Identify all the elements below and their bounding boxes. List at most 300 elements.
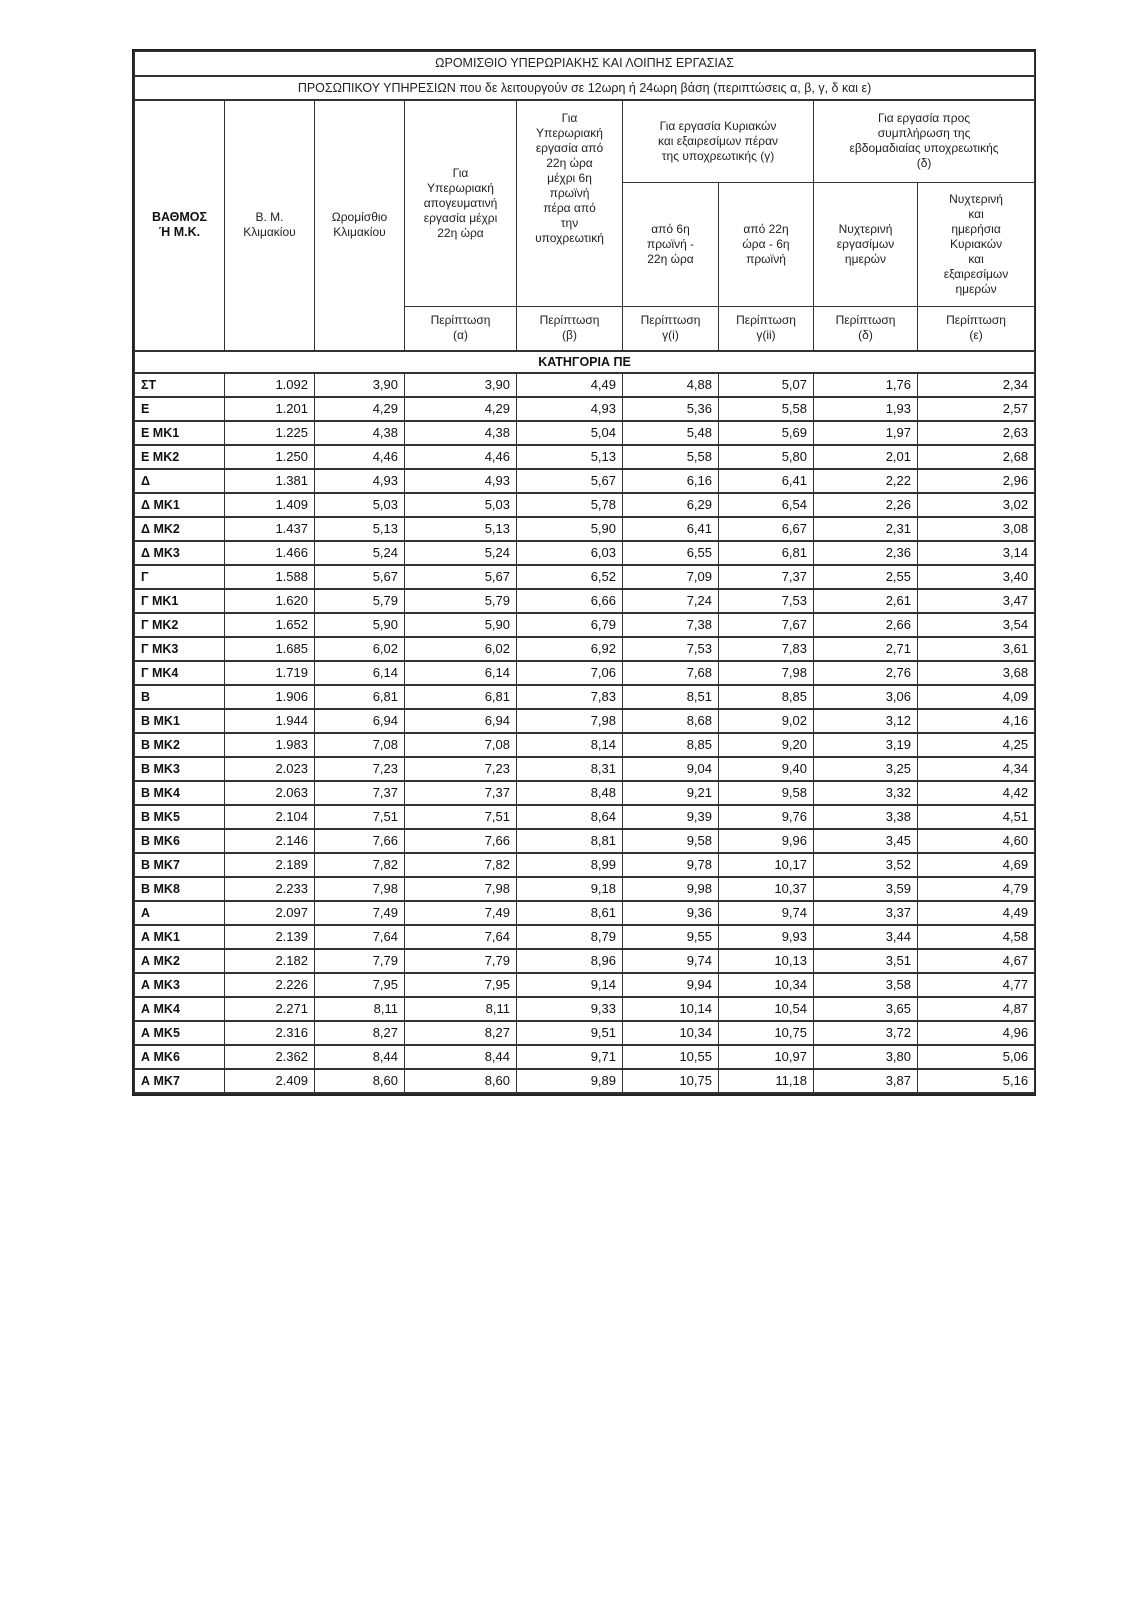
cell-case-d: 3,19	[814, 733, 918, 757]
cell-case-c2: 10,75	[719, 1021, 814, 1045]
cell-hourly-rate: 6,02	[315, 637, 405, 661]
cell-case-e: 2,63	[918, 421, 1035, 445]
cell-case-e: 4,34	[918, 757, 1035, 781]
table-row	[135, 853, 1035, 877]
cell-case-c1: 7,68	[623, 661, 719, 685]
cell-grade: Δ ΜΚ1	[135, 493, 225, 517]
cell-grade: Δ ΜΚ2	[135, 517, 225, 541]
cell-case-c2: 7,83	[719, 637, 814, 661]
cell-case-c2: 9,93	[719, 925, 814, 949]
header-case-c2: Περίπτωση γ(ii)	[719, 307, 814, 351]
cell-case-c1: 8,85	[623, 733, 719, 757]
cell-case-c1: 9,98	[623, 877, 719, 901]
cell-case-a: 8,11	[405, 997, 517, 1021]
cell-case-c2: 5,69	[719, 421, 814, 445]
cell-case-c2: 6,81	[719, 541, 814, 565]
table-row	[135, 1021, 1035, 1045]
cell-case-c1: 7,24	[623, 589, 719, 613]
header-grade: ΒΑΘΜΟΣ Ή Μ.Κ.	[135, 100, 225, 351]
cell-case-b: 8,96	[517, 949, 623, 973]
cell-case-c2: 7,98	[719, 661, 814, 685]
cell-case-b: 8,61	[517, 901, 623, 925]
cell-case-b: 8,64	[517, 805, 623, 829]
cell-case-e: 4,16	[918, 709, 1035, 733]
cell-case-c1: 9,04	[623, 757, 719, 781]
cell-case-d: 3,52	[814, 853, 918, 877]
cell-case-a: 7,64	[405, 925, 517, 949]
cell-base-salary: 2.362	[225, 1045, 315, 1069]
cell-case-e: 3,47	[918, 589, 1035, 613]
cell-grade: Δ	[135, 469, 225, 493]
category-heading: ΚΑΤΗΓΟΡΙΑ ΠΕ	[135, 351, 1035, 373]
table-row	[135, 733, 1035, 757]
cell-case-c2: 10,97	[719, 1045, 814, 1069]
cell-case-a: 5,79	[405, 589, 517, 613]
cell-case-c1: 6,16	[623, 469, 719, 493]
cell-case-d: 3,44	[814, 925, 918, 949]
cell-case-c2: 10,17	[719, 853, 814, 877]
cell-base-salary: 1.250	[225, 445, 315, 469]
cell-case-d: 3,38	[814, 805, 918, 829]
cell-grade: Β ΜΚ7	[135, 853, 225, 877]
cell-case-c1: 10,34	[623, 1021, 719, 1045]
table-row	[135, 829, 1035, 853]
cell-base-salary: 2.063	[225, 781, 315, 805]
cell-case-e: 3,02	[918, 493, 1035, 517]
cell-hourly-rate: 4,29	[315, 397, 405, 421]
cell-case-a: 8,60	[405, 1069, 517, 1093]
cell-base-salary: 2.226	[225, 973, 315, 997]
cell-base-salary: 1.225	[225, 421, 315, 445]
cell-hourly-rate: 7,98	[315, 877, 405, 901]
cell-case-d: 1,93	[814, 397, 918, 421]
cell-hourly-rate: 5,03	[315, 493, 405, 517]
cell-hourly-rate: 5,90	[315, 613, 405, 637]
cell-hourly-rate: 7,95	[315, 973, 405, 997]
cell-case-c1: 9,55	[623, 925, 719, 949]
cell-case-a: 8,27	[405, 1021, 517, 1045]
cell-grade: Β ΜΚ3	[135, 757, 225, 781]
cell-case-a: 7,08	[405, 733, 517, 757]
table-row	[135, 1045, 1035, 1069]
cell-case-b: 5,04	[517, 421, 623, 445]
cell-case-a: 3,90	[405, 373, 517, 397]
cell-case-b: 7,83	[517, 685, 623, 709]
cell-case-c2: 7,53	[719, 589, 814, 613]
cell-grade: Β ΜΚ8	[135, 877, 225, 901]
cell-hourly-rate: 8,44	[315, 1045, 405, 1069]
cell-base-salary: 1.588	[225, 565, 315, 589]
cell-case-b: 5,67	[517, 469, 623, 493]
cell-case-d: 3,32	[814, 781, 918, 805]
cell-base-salary: 2.139	[225, 925, 315, 949]
table-row	[135, 637, 1035, 661]
cell-hourly-rate: 4,46	[315, 445, 405, 469]
cell-grade: Β	[135, 685, 225, 709]
table-row	[135, 757, 1035, 781]
cell-case-e: 3,08	[918, 517, 1035, 541]
cell-grade: Α ΜΚ6	[135, 1045, 225, 1069]
cell-grade: Γ ΜΚ1	[135, 589, 225, 613]
table-row	[135, 565, 1035, 589]
cell-case-a: 5,13	[405, 517, 517, 541]
cell-case-a: 7,82	[405, 853, 517, 877]
cell-case-b: 6,03	[517, 541, 623, 565]
cell-case-e: 4,77	[918, 973, 1035, 997]
cell-case-e: 4,25	[918, 733, 1035, 757]
cell-case-d: 2,71	[814, 637, 918, 661]
cell-base-salary: 2.146	[225, 829, 315, 853]
cell-case-e: 4,87	[918, 997, 1035, 1021]
cell-base-salary: 1.409	[225, 493, 315, 517]
cell-case-b: 6,66	[517, 589, 623, 613]
cell-case-b: 5,13	[517, 445, 623, 469]
cell-case-d: 2,61	[814, 589, 918, 613]
cell-case-c2: 7,67	[719, 613, 814, 637]
cell-case-d: 3,65	[814, 997, 918, 1021]
table-row	[135, 493, 1035, 517]
cell-grade: Δ ΜΚ3	[135, 541, 225, 565]
table-row	[135, 445, 1035, 469]
cell-base-salary: 1.620	[225, 589, 315, 613]
cell-case-d: 3,06	[814, 685, 918, 709]
cell-case-b: 9,18	[517, 877, 623, 901]
cell-case-e: 4,96	[918, 1021, 1035, 1045]
cell-base-salary: 1.201	[225, 397, 315, 421]
cell-base-salary: 2.189	[225, 853, 315, 877]
cell-base-salary: 2.271	[225, 997, 315, 1021]
cell-case-d: 3,12	[814, 709, 918, 733]
cell-case-c1: 6,41	[623, 517, 719, 541]
cell-case-b: 5,78	[517, 493, 623, 517]
cell-case-d: 2,31	[814, 517, 918, 541]
cell-hourly-rate: 7,64	[315, 925, 405, 949]
cell-case-c1: 10,55	[623, 1045, 719, 1069]
cell-case-c2: 6,54	[719, 493, 814, 517]
cell-hourly-rate: 6,94	[315, 709, 405, 733]
cell-case-d: 2,76	[814, 661, 918, 685]
cell-case-a: 5,03	[405, 493, 517, 517]
cell-case-a: 7,95	[405, 973, 517, 997]
cell-case-a: 5,90	[405, 613, 517, 637]
cell-case-d: 1,97	[814, 421, 918, 445]
cell-base-salary: 1.466	[225, 541, 315, 565]
header-case-e: Περίπτωση (ε)	[918, 307, 1035, 351]
cell-case-c1: 9,21	[623, 781, 719, 805]
cell-case-c1: 5,58	[623, 445, 719, 469]
cell-case-c1: 8,51	[623, 685, 719, 709]
header-base-salary: Β. Μ. Κλιμακίου	[225, 100, 315, 351]
table-row	[135, 613, 1035, 637]
cell-case-a: 7,23	[405, 757, 517, 781]
cell-case-c1: 9,94	[623, 973, 719, 997]
cell-case-b: 8,79	[517, 925, 623, 949]
cell-grade: Α ΜΚ7	[135, 1069, 225, 1093]
cell-base-salary: 1.381	[225, 469, 315, 493]
cell-case-c2: 7,37	[719, 565, 814, 589]
cell-case-b: 5,90	[517, 517, 623, 541]
header-group-weekly: Για εργασία προς συμπλήρωση της εβδομαδιαίας υποχρεωτικής (δ)	[814, 100, 1035, 183]
cell-case-e: 4,79	[918, 877, 1035, 901]
cell-case-e: 5,16	[918, 1069, 1035, 1093]
table-row	[135, 877, 1035, 901]
table-row	[135, 1069, 1035, 1093]
cell-hourly-rate: 3,90	[315, 373, 405, 397]
cell-hourly-rate: 5,24	[315, 541, 405, 565]
cell-hourly-rate: 5,79	[315, 589, 405, 613]
table-row	[135, 589, 1035, 613]
cell-hourly-rate: 8,27	[315, 1021, 405, 1045]
cell-hourly-rate: 7,66	[315, 829, 405, 853]
cell-case-c1: 9,39	[623, 805, 719, 829]
cell-case-e: 2,68	[918, 445, 1035, 469]
cell-grade: Α ΜΚ3	[135, 973, 225, 997]
cell-case-c1: 7,09	[623, 565, 719, 589]
table-row	[135, 541, 1035, 565]
cell-case-e: 2,96	[918, 469, 1035, 493]
cell-case-c1: 5,36	[623, 397, 719, 421]
cell-case-c1: 4,88	[623, 373, 719, 397]
cell-case-b: 7,98	[517, 709, 623, 733]
cell-case-b: 6,79	[517, 613, 623, 637]
cell-case-e: 4,42	[918, 781, 1035, 805]
cell-case-a: 6,02	[405, 637, 517, 661]
cell-case-e: 4,51	[918, 805, 1035, 829]
cell-case-d: 3,37	[814, 901, 918, 925]
table-row	[135, 901, 1035, 925]
cell-hourly-rate: 7,51	[315, 805, 405, 829]
table-row	[135, 661, 1035, 685]
cell-case-e: 2,57	[918, 397, 1035, 421]
cell-case-d: 2,01	[814, 445, 918, 469]
cell-base-salary: 1.092	[225, 373, 315, 397]
cell-grade: Γ ΜΚ3	[135, 637, 225, 661]
cell-case-c2: 5,07	[719, 373, 814, 397]
cell-case-a: 7,37	[405, 781, 517, 805]
cell-case-c2: 9,76	[719, 805, 814, 829]
cell-grade: Α ΜΚ5	[135, 1021, 225, 1045]
table-row	[135, 949, 1035, 973]
cell-case-b: 9,71	[517, 1045, 623, 1069]
cell-hourly-rate: 7,79	[315, 949, 405, 973]
cell-case-e: 5,06	[918, 1045, 1035, 1069]
cell-base-salary: 2.409	[225, 1069, 315, 1093]
cell-base-salary: 2.233	[225, 877, 315, 901]
table-subtitle: ΠΡΟΣΩΠΙΚΟΥ ΥΠΗΡΕΣΙΩΝ που δε λειτουργούν σε 12ωρη ή 24ωρη βάση (περιπτώσεις α, β, γ, δ και ε)	[135, 76, 1035, 100]
cell-base-salary: 1.685	[225, 637, 315, 661]
cell-case-c2: 10,13	[719, 949, 814, 973]
cell-case-c2: 10,37	[719, 877, 814, 901]
cell-case-e: 4,09	[918, 685, 1035, 709]
cell-grade: Β ΜΚ4	[135, 781, 225, 805]
cell-case-c1: 9,58	[623, 829, 719, 853]
cell-base-salary: 1.437	[225, 517, 315, 541]
header-hourly-rate: Ωρομίσθιο Κλιμακίου	[315, 100, 405, 351]
table-row	[135, 805, 1035, 829]
cell-case-e: 4,67	[918, 949, 1035, 973]
cell-grade: Β ΜΚ6	[135, 829, 225, 853]
cell-grade: Ε ΜΚ1	[135, 421, 225, 445]
header-overtime-night: Για Υπερωριακή εργασία από 22η ώρα μέχρι 6η πρωϊνή πέρα από την υποχρεωτική	[517, 100, 623, 307]
cell-case-d: 2,55	[814, 565, 918, 589]
cell-grade: Α ΜΚ2	[135, 949, 225, 973]
header-overtime-evening: Για Υπερωριακή απογευματινή εργασία μέχρι 22η ώρα	[405, 100, 517, 307]
table-row	[135, 925, 1035, 949]
header-night-day-holidays: Νυχτερινή και ημερήσια Κυριακών και εξαιρεσίμων ημερών	[918, 183, 1035, 307]
cell-case-e: 3,14	[918, 541, 1035, 565]
cell-case-b: 8,81	[517, 829, 623, 853]
cell-case-d: 2,66	[814, 613, 918, 637]
table-title: ΩΡΟΜΙΣΘΙΟ ΥΠΕΡΩΡΙΑΚΗΣ ΚΑΙ ΛΟΙΠΗΣ ΕΡΓΑΣΙΑΣ	[135, 52, 1035, 76]
cell-case-c2: 9,02	[719, 709, 814, 733]
cell-hourly-rate: 8,60	[315, 1069, 405, 1093]
cell-case-c1: 6,29	[623, 493, 719, 517]
cell-case-b: 9,51	[517, 1021, 623, 1045]
cell-base-salary: 1.652	[225, 613, 315, 637]
cell-grade: Α ΜΚ1	[135, 925, 225, 949]
header-case-c1: Περίπτωση γ(i)	[623, 307, 719, 351]
cell-case-d: 3,72	[814, 1021, 918, 1045]
cell-case-c2: 9,58	[719, 781, 814, 805]
cell-grade: Γ ΜΚ4	[135, 661, 225, 685]
cell-case-c2: 6,67	[719, 517, 814, 541]
cell-case-a: 7,51	[405, 805, 517, 829]
cell-case-a: 7,98	[405, 877, 517, 901]
cell-hourly-rate: 6,81	[315, 685, 405, 709]
cell-case-a: 7,49	[405, 901, 517, 925]
rate-table	[134, 51, 1035, 1094]
cell-case-b: 9,89	[517, 1069, 623, 1093]
cell-grade: Β ΜΚ2	[135, 733, 225, 757]
cell-case-a: 6,81	[405, 685, 517, 709]
cell-case-b: 9,14	[517, 973, 623, 997]
cell-case-c2: 5,80	[719, 445, 814, 469]
cell-case-c2: 9,74	[719, 901, 814, 925]
cell-case-a: 4,38	[405, 421, 517, 445]
cell-case-c1: 7,38	[623, 613, 719, 637]
cell-grade: Β ΜΚ5	[135, 805, 225, 829]
cell-case-a: 8,44	[405, 1045, 517, 1069]
cell-case-e: 3,68	[918, 661, 1035, 685]
table-row	[135, 781, 1035, 805]
cell-base-salary: 1.719	[225, 661, 315, 685]
cell-grade: Α	[135, 901, 225, 925]
cell-case-e: 4,49	[918, 901, 1035, 925]
cell-case-a: 5,67	[405, 565, 517, 589]
cell-hourly-rate: 8,11	[315, 997, 405, 1021]
cell-grade: Γ ΜΚ2	[135, 613, 225, 637]
cell-grade: Ε	[135, 397, 225, 421]
table-row	[135, 421, 1035, 445]
cell-case-d: 2,22	[814, 469, 918, 493]
cell-base-salary: 2.182	[225, 949, 315, 973]
cell-hourly-rate: 5,67	[315, 565, 405, 589]
cell-case-d: 3,51	[814, 949, 918, 973]
header-case-b: Περίπτωση (β)	[517, 307, 623, 351]
cell-case-d: 2,36	[814, 541, 918, 565]
rate-table-document	[132, 49, 1036, 1096]
cell-case-c2: 9,96	[719, 829, 814, 853]
cell-case-b: 4,93	[517, 397, 623, 421]
cell-hourly-rate: 7,82	[315, 853, 405, 877]
cell-case-c2: 11,18	[719, 1069, 814, 1093]
cell-case-c2: 8,85	[719, 685, 814, 709]
header-sunday-day: από 6η πρωϊνή - 22η ώρα	[623, 183, 719, 307]
cell-case-d: 3,87	[814, 1069, 918, 1093]
cell-hourly-rate: 7,37	[315, 781, 405, 805]
cell-grade: Ε ΜΚ2	[135, 445, 225, 469]
cell-hourly-rate: 7,23	[315, 757, 405, 781]
cell-case-b: 6,52	[517, 565, 623, 589]
cell-case-c1: 9,74	[623, 949, 719, 973]
cell-case-b: 7,06	[517, 661, 623, 685]
cell-hourly-rate: 4,93	[315, 469, 405, 493]
cell-base-salary: 1.944	[225, 709, 315, 733]
cell-case-b: 9,33	[517, 997, 623, 1021]
cell-base-salary: 2.097	[225, 901, 315, 925]
cell-case-d: 2,26	[814, 493, 918, 517]
cell-case-e: 4,69	[918, 853, 1035, 877]
table-row	[135, 709, 1035, 733]
cell-case-c1: 8,68	[623, 709, 719, 733]
cell-hourly-rate: 5,13	[315, 517, 405, 541]
cell-base-salary: 1.983	[225, 733, 315, 757]
cell-case-e: 3,40	[918, 565, 1035, 589]
table-row	[135, 997, 1035, 1021]
cell-case-c1: 5,48	[623, 421, 719, 445]
table-row	[135, 469, 1035, 493]
cell-case-e: 2,34	[918, 373, 1035, 397]
cell-grade: Β ΜΚ1	[135, 709, 225, 733]
cell-case-d: 3,58	[814, 973, 918, 997]
cell-case-a: 7,79	[405, 949, 517, 973]
cell-case-a: 6,94	[405, 709, 517, 733]
cell-case-a: 4,29	[405, 397, 517, 421]
header-case-d: Περίπτωση (δ)	[814, 307, 918, 351]
cell-case-c1: 10,14	[623, 997, 719, 1021]
cell-base-salary: 2.104	[225, 805, 315, 829]
cell-case-c1: 9,78	[623, 853, 719, 877]
cell-case-a: 5,24	[405, 541, 517, 565]
cell-case-a: 4,93	[405, 469, 517, 493]
cell-grade: Α ΜΚ4	[135, 997, 225, 1021]
cell-case-d: 3,25	[814, 757, 918, 781]
cell-hourly-rate: 6,14	[315, 661, 405, 685]
cell-base-salary: 1.906	[225, 685, 315, 709]
cell-case-e: 3,61	[918, 637, 1035, 661]
header-night-workdays: Νυχτερινή εργασίμων ημερών	[814, 183, 918, 307]
cell-base-salary: 2.023	[225, 757, 315, 781]
cell-case-a: 4,46	[405, 445, 517, 469]
cell-case-c1: 7,53	[623, 637, 719, 661]
cell-case-a: 7,66	[405, 829, 517, 853]
cell-case-d: 3,80	[814, 1045, 918, 1069]
cell-case-c2: 10,34	[719, 973, 814, 997]
header-group-sundays: Για εργασία Κυριακών και εξαιρεσίμων πέραν της υποχρεωτικής (γ)	[623, 100, 814, 183]
cell-base-salary: 2.316	[225, 1021, 315, 1045]
cell-case-b: 8,31	[517, 757, 623, 781]
cell-grade: ΣΤ	[135, 373, 225, 397]
cell-case-c2: 6,41	[719, 469, 814, 493]
cell-grade: Γ	[135, 565, 225, 589]
cell-case-c2: 5,58	[719, 397, 814, 421]
cell-case-c2: 9,20	[719, 733, 814, 757]
cell-case-c1: 10,75	[623, 1069, 719, 1093]
table-row	[135, 973, 1035, 997]
table-row	[135, 373, 1035, 397]
cell-case-c2: 9,40	[719, 757, 814, 781]
cell-case-b: 8,14	[517, 733, 623, 757]
